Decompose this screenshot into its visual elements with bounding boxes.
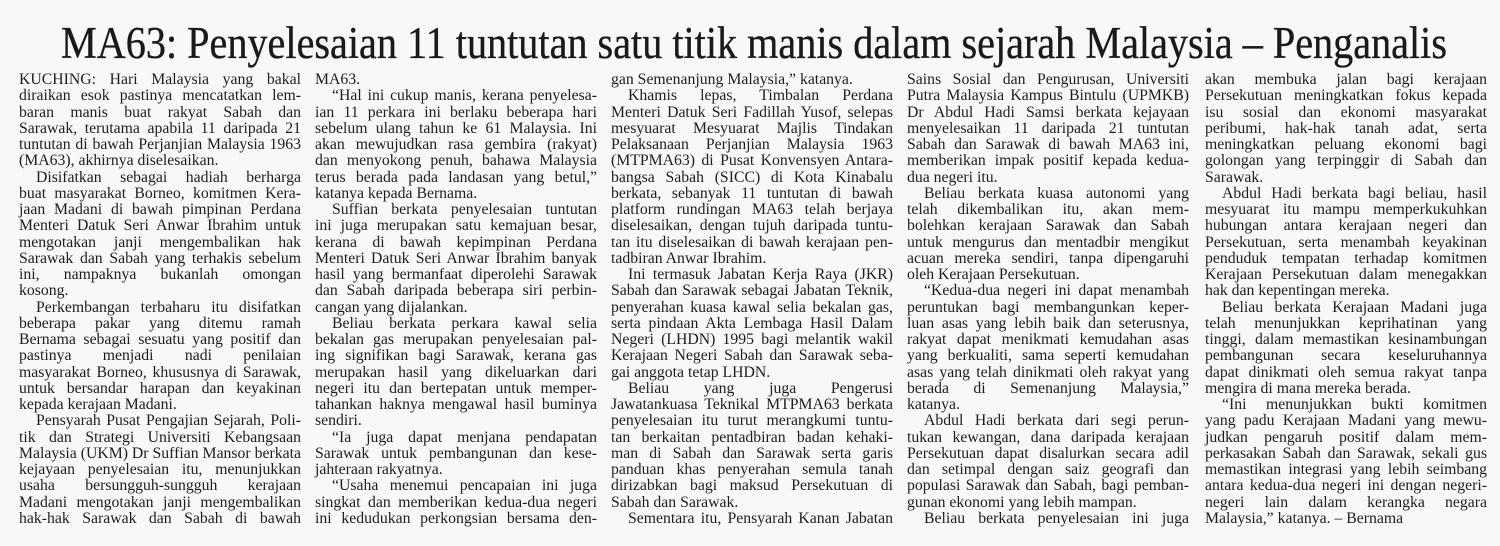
- text-line: dapat dinikmati oleh semua rakyat tanpa: [1205, 363, 1487, 381]
- text-line: dua negeri itu.: [907, 168, 998, 186]
- column-3: [611, 72, 893, 527]
- text-line: menyelesaikan 11 daripada 21 tuntutan: [907, 119, 1189, 137]
- text-line: Menteri Datuk Seri Fadillah Yusof, selepas: [611, 103, 893, 121]
- text-line: Disifatkan sebagai hadiah berharga: [36, 168, 301, 186]
- text-line: Bernama sebagai sesuatu yang positif dan: [19, 331, 301, 348]
- column-5: [1205, 72, 1487, 527]
- text-line: rakyat dapat menikmati kemudahan asas: [907, 331, 1189, 348]
- text-line: man di Sabah dan Sarawak serta garis: [611, 444, 893, 462]
- text-line: Sains Sosial dan Pengurusan, Universiti: [907, 71, 1189, 88]
- text-line: penduduk tempatan terhadap komitmen: [1205, 249, 1487, 267]
- paragraph: [19, 72, 301, 170]
- text-line: dirizabkan bagi maksud Persekutuan di: [611, 477, 893, 495]
- text-line: mengotakan janji mengembalikan hak: [19, 233, 301, 251]
- text-line: terus berada pada landasan yang betul,”: [315, 168, 597, 186]
- text-line: antara kedua-dua negeri ini dengan negeri-: [1205, 477, 1487, 495]
- text-line: buat masyarakat Borneo, komitmen Kera-: [19, 184, 301, 202]
- text-line: jaan Madani di bawah pimpinan Perdana: [19, 201, 301, 218]
- text-line: gai anggota tetap LHDN.: [611, 363, 771, 381]
- text-line: katanya kepada Bernama.: [315, 184, 478, 202]
- text-line: populasi Sarawak dan Sabah, bagi pemban-: [907, 477, 1189, 495]
- text-line: akan membuka jalan bagi kerajaan: [1205, 71, 1487, 88]
- text-line: sendiri.: [315, 412, 362, 430]
- paragraph: [19, 413, 301, 527]
- text-line: Madani mengotakan janji mengembalikan: [19, 493, 301, 511]
- text-line: Pelaksanaan Perjanjian Malaysia 1963: [611, 136, 893, 153]
- paragraph: [907, 283, 1189, 413]
- text-line: akan mewujudkan rasa gembira (rakyat): [315, 136, 597, 153]
- paragraph: [1205, 300, 1487, 398]
- text-line: Sarawak dan Sabah yang terhakis sebelum: [19, 249, 301, 267]
- text-line: Sabah dan Sarawak sebagai Jabatan Teknik,: [611, 282, 893, 300]
- text-line: panduan khas penyerahan semula tanah: [611, 461, 893, 478]
- headline: MA63: Penyelesaian 11 tuntutan satu titik manis dalam sejarah Malaysia – Penganalis: [61, 18, 1447, 68]
- text-line: hak dan kepentingan mereka.: [1205, 282, 1390, 300]
- text-line: meningkatkan peluang ekonomi bagi: [1205, 136, 1487, 153]
- paragraph: [907, 186, 1189, 284]
- text-line: Beliau berkata perkara kawal selia: [332, 314, 597, 332]
- text-line: ian 11 perkara ini berlaku beberapa hari: [315, 103, 597, 121]
- text-line: ini juga merupakan satu kemajuan besar,: [315, 217, 597, 235]
- text-line: hubungan antara kerajaan negeri dan: [1205, 217, 1487, 235]
- text-line: tuntutan di bawah Perjanjian Malaysia 1963: [19, 136, 301, 153]
- text-line: negeri lain dalam kerangka negara: [1205, 493, 1487, 511]
- text-line: tadbiran Anwar Ibrahim.: [611, 249, 767, 267]
- text-line: usaha bersungguh-sungguh kerajaan: [19, 477, 301, 495]
- paragraph: [1205, 186, 1487, 300]
- text-line: acuan mereka sendiri, tanpa dipengaruhi: [907, 249, 1189, 267]
- text-line: memastikan integrasi yang lebih seimbang: [1205, 461, 1487, 478]
- text-line: Sementara itu, Pensyarah Kanan Jabatan: [628, 509, 893, 527]
- text-line: diraikan esok pastinya mencatatkan lem-: [19, 87, 301, 105]
- text-line: ini, nampaknya bukanlah omongan: [19, 266, 301, 283]
- text-line: peruntukan bagi membangunkan keper-: [907, 298, 1189, 316]
- text-line: diselesaikan, dengan tujuh daripada tuntu-: [611, 217, 893, 235]
- text-line: merupakan hasil yang dikeluarkan dari: [315, 363, 597, 381]
- text-line: tan itu diselesaikan di bawah kerajaan pen-: [611, 233, 893, 251]
- text-line: tinggi, dalam memastikan kesinambungan: [1205, 331, 1487, 348]
- text-line: Negeri (LHDN) 1995 bagi melantik wakil: [611, 331, 893, 348]
- text-line: “Usaha menemui pencapaian ini juga: [332, 477, 597, 495]
- paragraph: [611, 88, 893, 267]
- paragraph: [315, 478, 597, 527]
- text-line: pembangunan secara keseluruhannya: [1205, 347, 1487, 365]
- paragraph: [1205, 397, 1487, 527]
- text-line: Beliau berkata penyelesaian ini juga: [924, 509, 1189, 527]
- text-line: ing signifikan bagi Sarawak, kerana gas: [315, 347, 597, 365]
- paragraph: [315, 72, 597, 88]
- paragraph: [907, 72, 1189, 186]
- text-line: yang berkualiti, sama seperti kemudahan: [907, 347, 1189, 365]
- text-line: dan Sabah daripada beberapa siri perbin-: [315, 282, 597, 300]
- text-line: MA63.: [315, 71, 361, 88]
- text-line: Beliau yang juga Pengerusi: [628, 379, 893, 397]
- text-line: gan Semenanjung Malaysia,” katanya.: [611, 71, 853, 88]
- text-line: Persekutuan dapat disalurkan secara adil: [907, 444, 1189, 462]
- text-line: golongan yang terpinggir di Sabah dan: [1205, 152, 1487, 170]
- text-line: luan asas yang lebih baik dan seterusnya,: [907, 314, 1189, 332]
- article-body: [0, 72, 1500, 534]
- text-line: beberapa pakar yang ditemu ramah: [19, 314, 301, 332]
- text-line: yang padu Kerajaan Madani yang mewu-: [1205, 412, 1487, 430]
- column-4: [907, 72, 1189, 527]
- text-line: Perkembangan terbaharu itu disifatkan: [36, 298, 301, 316]
- text-line: Jawatankuasa Teknikal MTPMA63 berkata: [611, 396, 893, 413]
- text-line: tukan kewangan, dana daripada kerajaan: [907, 428, 1189, 446]
- text-line: mesyuarat itu mampu memperkukuhkan: [1205, 201, 1487, 218]
- text-line: Menteri Datuk Seri Anwar Ibrahim banyak: [315, 249, 597, 267]
- text-line: telah dikembalikan itu, akan mem-: [907, 201, 1189, 218]
- text-line: Sarawak untuk pembangunan dan kese-: [315, 444, 597, 462]
- text-line: hak-hak Sarawak dan Sabah di bawah: [19, 509, 301, 527]
- text-line: Persekutuan, serta menambah keyakinan: [1205, 233, 1487, 251]
- text-line: kerana di bawah kepimpinan Perdana: [315, 233, 597, 251]
- text-line: singkat dan memberikan kedua-dua negeri: [315, 493, 597, 511]
- text-line: baran manis buat rakyat Sabah dan: [19, 103, 301, 121]
- text-line: Pensyarah Pusat Pengajian Sejarah, Poli-: [36, 412, 301, 430]
- text-line: untuk bersandar harapan dan keyakinan: [19, 379, 301, 397]
- text-line: oleh Kerajaan Persekutuan.: [907, 266, 1080, 283]
- text-line: bekalan gas merupakan penyelesaian pal-: [315, 331, 597, 348]
- text-line: Putra Malaysia Kampus Bintulu (UPMKB): [907, 87, 1189, 105]
- text-line: penyelesaian itu turut merangkumi tuntu-: [611, 412, 893, 430]
- text-line: Ini termasuk Jabatan Kerja Raya (JKR): [628, 266, 893, 283]
- text-line: tik dan Strategi Universiti Kebangsaan: [19, 428, 301, 446]
- text-line: “Kedua-dua negeri ini dapat menambah: [924, 282, 1189, 300]
- text-line: masyarakat Borneo, khususnya di Sarawak,: [19, 363, 301, 381]
- text-line: kejayaan penyelesaian itu, menunjukkan: [19, 461, 301, 478]
- text-line: mengira di mana mereka berada.: [1205, 379, 1411, 397]
- paragraph: [19, 300, 301, 414]
- paragraph: [611, 267, 893, 381]
- text-line: katanya.: [907, 396, 960, 413]
- text-line: gunan ekonomi yang lebih mampan.: [907, 493, 1137, 511]
- text-line: Dr Abdul Hadi Samsi berkata kejayaan: [907, 103, 1189, 121]
- column-2: [315, 72, 597, 527]
- text-line: telah menunjukkan keprihatinan yang: [1205, 314, 1487, 332]
- text-line: penyerahan kuasa kawal selia bekalan gas,: [611, 298, 893, 316]
- text-line: ini kedudukan perkongsian bersama den-: [315, 509, 597, 527]
- text-line: Sarawak.: [1205, 168, 1264, 186]
- text-line: Persekutuan meningkatkan fokus kepada: [1205, 87, 1487, 105]
- text-line: memberikan impak positif kepada kedua-: [907, 152, 1189, 170]
- paragraph: [315, 202, 597, 316]
- text-line: perkasakan Sabah dan Sarawak, sekali gus: [1205, 444, 1487, 462]
- text-line: mesyuarat Mesyuarat Majlis Tindakan: [611, 119, 893, 137]
- text-line: tahankan haknya mengawal hasil buminya: [315, 396, 597, 413]
- text-line: pastinya menjadi nadi penilaian: [19, 347, 301, 365]
- paragraph: [611, 511, 893, 527]
- text-line: (MA63), akhirnya diselesaikan.: [19, 152, 219, 170]
- text-line: Sabah dan Sarawak.: [611, 493, 739, 511]
- text-line: “Ini menunjukkan bukti komitmen: [1222, 396, 1487, 413]
- text-line: tan berkaitan pentadbiran badan kehaki-: [611, 428, 893, 446]
- text-line: kepada kerajaan Madani.: [19, 396, 177, 413]
- text-line: Suffian berkata penyelesaian tuntutan: [332, 201, 597, 218]
- paragraph: [315, 88, 597, 202]
- text-line: Abdul Hadi berkata dari segi perun-: [924, 412, 1189, 430]
- text-line: sebelum ulang tahun ke 61 Malaysia. Ini: [315, 119, 597, 137]
- text-line: “Hal ini cukup manis, kerana penyelesa-: [332, 87, 597, 105]
- paragraph: [907, 511, 1189, 527]
- text-line: “Ia juga dapat menjana pendapatan: [332, 428, 597, 446]
- text-line: judkan pengaruh positif dalam mem-: [1205, 428, 1487, 446]
- text-line: platform rundingan MA63 telah berjaya: [611, 201, 893, 218]
- text-line: bolehkan kerajaan Sarawak dan Sabah: [907, 217, 1189, 235]
- paragraph: [315, 316, 597, 430]
- text-line: jahteraan rakyatnya.: [315, 461, 443, 478]
- text-line: dan setimpal dengan saiz geografi dan: [907, 461, 1189, 478]
- text-line: serta pindaan Akta Lembaga Hasil Dalam: [611, 314, 893, 332]
- text-line: berkata, sebanyak 11 tuntutan di bawah: [611, 184, 893, 202]
- text-line: berada di Semenanjung Malaysia,”: [907, 379, 1189, 397]
- paragraph: [315, 430, 597, 479]
- text-line: peribumi, hak-hak tanah adat, serta: [1205, 119, 1487, 137]
- text-line: KUCHING: Hari Malaysia yang bakal: [19, 71, 301, 88]
- paragraph: [19, 170, 301, 300]
- text-line: Sarawak, terutama apabila 11 daripada 21: [19, 119, 301, 137]
- paragraph: [611, 381, 893, 511]
- text-line: untuk mengurus dan mentadbir mengikut: [907, 233, 1189, 251]
- text-line: kosong.: [19, 282, 69, 300]
- paragraph: [1205, 72, 1487, 186]
- text-line: Beliau berkata Kerajaan Madani juga: [1222, 298, 1487, 316]
- text-line: hasil yang bermanfaat diperolehi Sarawak: [315, 266, 597, 283]
- text-line: (MTPMA63) di Pusat Konvensyen Antara-: [611, 152, 893, 170]
- text-line: Abdul Hadi berkata bagi beliau, hasil: [1222, 184, 1487, 202]
- headline-bar: [0, 16, 1500, 70]
- text-line: isu sosial dan ekonomi masyarakat: [1205, 103, 1487, 121]
- text-line: Malaysia (UKM) Dr Suffian Mansor berkata: [19, 444, 301, 462]
- text-line: Beliau berkata kuasa autonomi yang: [924, 184, 1189, 202]
- paragraph: [611, 72, 893, 88]
- text-line: negeri itu dan bertepatan untuk memper-: [315, 379, 597, 397]
- column-1: [19, 72, 301, 527]
- text-line: asas yang telah dinikmati oleh rakyat yang: [907, 363, 1189, 381]
- text-line: Malaysia,” katanya. – Bernama: [1205, 509, 1404, 527]
- text-line: Kerajaan Persekutuan dalam menegakkan: [1205, 266, 1487, 283]
- text-line: Sabah dan Sarawak di bawah MA63 ini,: [907, 136, 1189, 153]
- text-line: cangan yang dijalankan.: [315, 298, 468, 316]
- text-line: Kerajaan Negeri Sabah dan Sarawak seba-: [611, 347, 893, 365]
- paragraph: [907, 413, 1189, 511]
- text-line: bangsa Sabah (SICC) di Kota Kinabalu: [611, 168, 893, 186]
- text-line: Khamis lepas, Timbalan Perdana: [628, 87, 893, 105]
- text-line: dan menyokong penuh, bahawa Malaysia: [315, 152, 597, 170]
- text-line: Menteri Datuk Seri Anwar Ibrahim untuk: [19, 217, 301, 235]
